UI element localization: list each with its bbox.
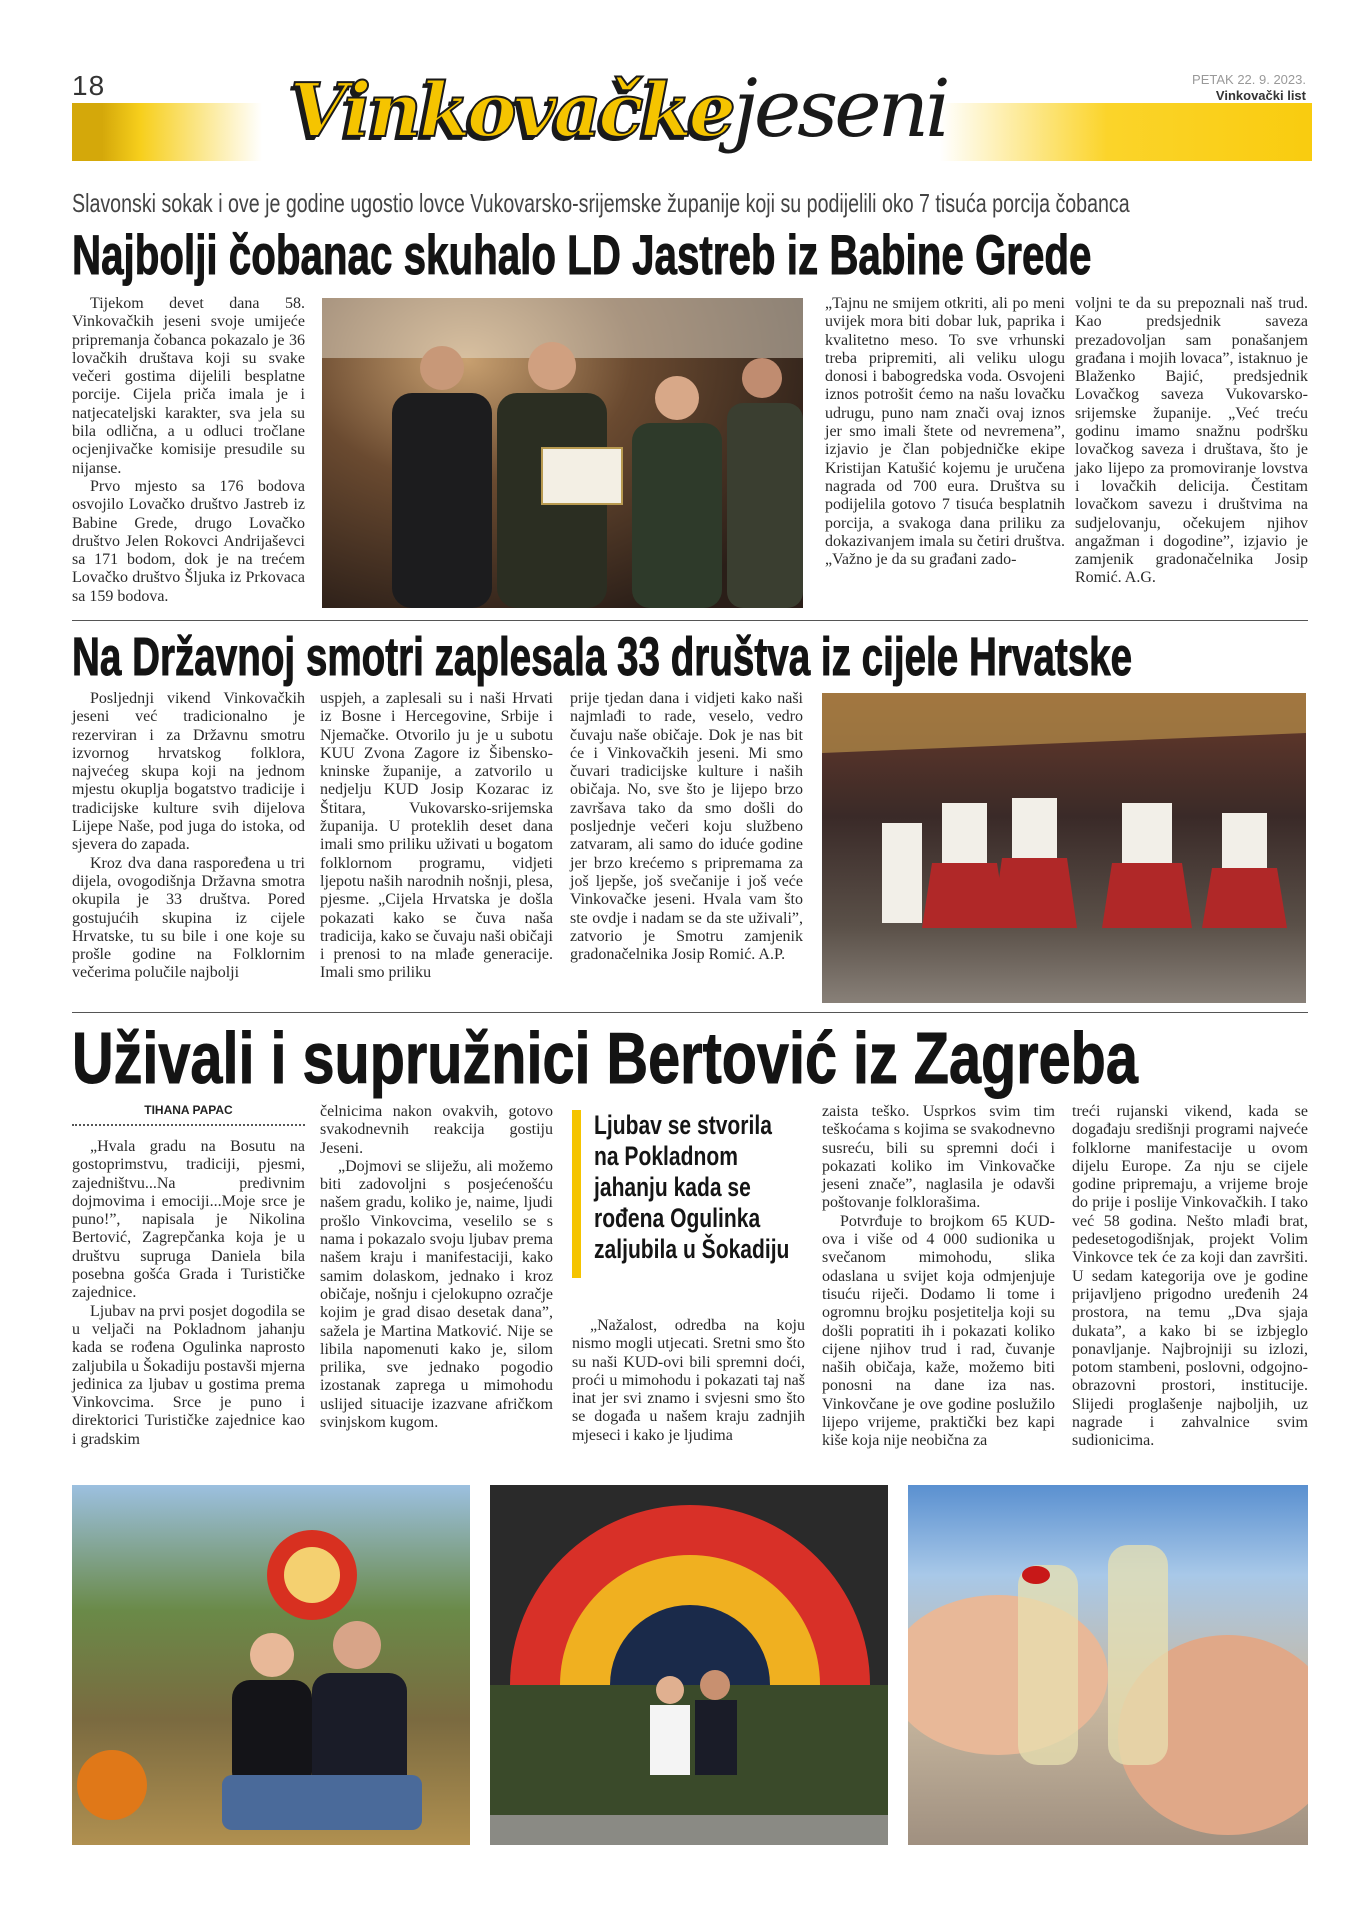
photo-couple-stage <box>490 1485 888 1845</box>
byline-divider <box>72 1124 305 1126</box>
headline-text: Najbolji čobanac skuhalo LD Jastreb iz Babine Grede <box>72 223 1092 286</box>
article3-column-1 <box>72 1138 305 1449</box>
paragraph: prije tjedan dana i vidjeti kako naši najmlađi to rade, veselo, vedro čuvaju naše običaje. Dok je nas bit će i Vinkovačkih jeseni. Mi smo čuvari tradicijske kulture i naših običaja. No, sve što je lijepo brzo završava tako da smo došli do posljednje večeri koju službeno zatvaram, ali samo do iduće godine jer brzo krećemo s pripremama za još ljepše, još svečanije i još veće Vinkovačke jeseni. Hvala vam što ste ovdje i nadam se da ste uživali”, zatvorio je Smotru zamjenik gradonačelnika Josip Romić. A.P. <box>570 690 803 964</box>
issue-date: PETAK 22. 9. 2023. <box>1192 72 1306 87</box>
paragraph: treći rujanski vikend, kada se događaju središnji programi najveće folklorne manifestacije u ovom dijelu Europe. Za nju se cijele godine pripremaju, a vrijeme broje do prije i poslije Vinkovačkih. I tako već 58 godina. Nešto mlađi brat, pedesetogodišnjak, projekt Volim Vinkovce tek će za koji dan završiti. U sedam kategorija ove je godine prijavljeno prigodno uređenih 24 prostora, na temu „Dva sjaja dukata”, a kako bi se izbjeglo ponavljanje. Najbrojniji su izlozi, potom stambeni, poslovni, odgojno-obrazovni prostori, institucije. Slijedi proglašenje najboljih, uz nagrade i zahvalnice svim sudionicima. <box>1072 1103 1308 1450</box>
paragraph: Kroz dva dana raspoređena u tri dijela, ovogodišnja Državna smotra okupila je 33 društva. Pored gostujućih skupina iz cijele Hrvatske, tu su bile i one koje su prošle godine na Folklornim večerima polučile najbolji <box>72 854 305 982</box>
paragraph: Posljednji vikend Vinkovačkih jeseni već tradicionalno je rezerviran i za Državnu smotru izvornog hrvatskog folklora, najvećeg skupa koji na jednom mjestu okuplja bogatstvo tradicije i tradicijske kulture svih dijelova Lijepe Naše, pod juga do istoka, od sjevera do zapada. <box>72 690 305 854</box>
photo-hunters-award <box>322 298 803 608</box>
couple-photo-illustration <box>72 1485 470 1845</box>
article3-column-4 <box>822 1103 1055 1451</box>
page-number: 18 <box>72 70 106 101</box>
divider <box>72 1012 1308 1013</box>
logo-word-2: jeseni <box>733 62 947 155</box>
paragraph: uspjeh, a zaplesali su i naši Hrvati iz Bosne i Hercegovine, Srbije i Njemačke. Otvorilo ju je u subotu KUU Zvona Zagore iz Šibensko-kninske županije, a zatvorilo u nedjelju KUD Josip Kozarac iz Štitara, Vukovarsko-srijemska županija. U proteklih deset dana imali smo priliku uživati u bogatom folklornom programu, vidjeti ljepotu naših narodnih nošnji, plesa, pjesme. „Cijela Hrvatska je došla pokazati kako se čuva naša tradicija, kako se čuvaju naši običaji i prenosi to na mlađe generacije. Imali smo priliku <box>320 690 553 982</box>
photo-couple-autumn-decor <box>72 1485 470 1845</box>
sidebar-title: Ljubav se stvorila na Pokladnom jahanju kada se rođena Ogulinka zaljubila u Šokadiju <box>594 1110 790 1264</box>
article3-column-3 <box>572 1317 805 1445</box>
paragraph: voljni te da su prepoznali naš trud. Kao predsjednik saveza prezadovoljan sam ponašanjem građana i mojih lovaca”, istaknuo je Blaženko Bajić, predsjednik Lovačkog saveza Vukovarsko-srijemske županije. „Već treću godinu imamo snažnu podršku lovačkog saveza i društava, što je jako lijepo za promoviranje lovstva i lovačkih delicija. Čestitam lovačkom savezu i društvima na sudjelovanju, očekujem njihov angažman i dogodine”, izjavio je zamjenik gradonačelnika Josip Romić. A.G. <box>1075 295 1308 587</box>
paragraph: zaista teško. Usprkos svim tim teškoćama s kojima se svakodnevno susreću, bili su spremni doći i pokazati koliko im Vinkovačke jeseni znače”, naglasila je odavši poštovanje folklorašima. <box>822 1103 1055 1212</box>
article1-subtitle <box>72 188 1354 219</box>
paragraph: Potvrđuje to brojkom 65 KUD-ova i više od 4 000 sudionika u svečanom mimohodu, slika odaslana u svijet koja odmjenjuje tisuću riječi. Dodamo li tome i ogromnu brojku posjetitelja koji su došli popratiti ih i pokazati koliko cijene njihov trud i rad, čuvanje naših običaja, kaže, možemo biti ponosni na dane iza nas. Vinkovčane je ove godine poslužilo lijepo vrijeme, praktički bez kapi kiše koja nije neobična za <box>822 1212 1055 1450</box>
article1-column-1 <box>72 295 305 606</box>
paragraph: Tijekom devet dana 58. Vinkovačkih jeseni svoje umijeće pripremanja čobanca pokazalo je 36 lovačkih društava koji su svake večeri gostima dijelili besplatne porcije. Cijela priča imala je i natjecateljski karakter, sva jela su bila odlična, a u odluci tročlane ocjenjivačke komisije presudile su nijanse. <box>72 295 305 477</box>
article1-column-3 <box>825 295 1065 569</box>
paper-name: Vinkovački list <box>1215 88 1306 103</box>
stage-photo-illustration <box>490 1485 888 1845</box>
photo-folklore-dancers <box>822 693 1306 1003</box>
paragraph: „Tajnu ne smijem otkriti, ali po meni uvijek mora biti dobar luk, paprika i kvalitetno meso. To sve vrhunski treba pripremiti, ali veliku ulogu donosi i babogredska voda. Osvojeni iznos potrošit ćemo na našu lovačku udrugu, puno nam znači ovaj iznos jer smo imali štete od nevremena”, izjavio je član pobjedničke ekipe Kristijan Katušić kojemu je uručena nagrada od 700 eura. Društva su podijelila gotovo 7 tisuća besplatnih porcija, a svakoga dana priliku za dokazivanjem imala su četiri društva. „Važno je da su građani zado- <box>825 295 1065 569</box>
article2-column-3 <box>570 690 803 964</box>
article2-column-1 <box>72 690 305 983</box>
section-logo <box>290 62 947 192</box>
photo-toast-glasses <box>908 1485 1308 1845</box>
header-bar-left <box>72 103 262 161</box>
article3-column-2 <box>320 1103 553 1432</box>
divider <box>72 620 1308 621</box>
hunters-photo-illustration <box>322 298 803 608</box>
paragraph: „Dojmovi se sliježu, ali možemo biti zadovoljni s posjećenošću našem gradu, koliko je, naime, ljudi prošlo Vinkovcima, veselilo se s nama i pokazalo svoju ljubav prema našem kraju i manifestaciji, kako samim dolaskom, jednako i kroz običaje, nošnju i cjelokupno ozračje kojim je grad disao desetak dana”, sažela je Martina Matković. Nije se libila napomenuti kako je, silom prilika, sve jednako pogodio izostanak zaprega u mimohodu uslijed situacije izazvane afričkom svinjskom kugom. <box>320 1157 553 1432</box>
article3-headline <box>72 1018 1354 1100</box>
paragraph: „Nažalost, odredba na koju nismo mogli utjecati. Sretni smo što su naši KUD-ovi bili spremni doći, proći u mimohodu i pokazati taj naš inat jer svi znamo i svjesni smo što se događa u našem kraju zadnjih mjeseci i kako je ljudima <box>572 1317 805 1444</box>
dancers-photo-illustration <box>822 693 1306 1003</box>
headline-text: Na Državnoj smotri zaplesala 33 društva iz cijele Hrvatske <box>72 627 1133 687</box>
toast-photo-illustration <box>908 1485 1308 1845</box>
article1-column-4 <box>1075 295 1308 588</box>
article2-column-2 <box>320 690 553 983</box>
paragraph: „Hvala gradu na Bosutu na gostoprimstvu, tradiciji, pjesmi, zajedništvu...Na predivnim dojmovima i emociji...Moje srce je puno!”, napisala je Nikolina Bertović, Zagrepčanka koja je u društvu supruga Daniela bila posebna gošća Grada i Turističke zajednice. <box>72 1138 305 1302</box>
sidebar-accent-bar <box>572 1110 581 1278</box>
subtitle-text: Slavonski sokak i ove je godine ugostio lovce Vukovarsko-srijemske županije koji su podijelili oko 7 tisuća porcija čobanca <box>72 188 1130 218</box>
paragraph: Ljubav na prvi posjet dogodila se u veljači na Pokladnom jahanju kada se rođena Ogulinka naprosto zaljubila u Šokadiju postavši mjerna jedinica za ljubav u gostima prema Vinkovcima. Srce je puno i direktorici Turističke zajednice kao i gradskim <box>72 1302 305 1448</box>
logo-word-1: Vinkovačke <box>290 68 734 154</box>
article1-headline <box>72 222 1354 287</box>
paragraph: Prvo mjesto sa 176 bodova osvojilo Lovačko društvo Jastreb iz Babine Grede, drugo Lovačko društvo Jelen Rokovci Andrijaševci sa 171 bodom, dok je na trećem Lovačko društvo Šljuka iz Prkovaca sa 159 bodova. <box>72 477 305 605</box>
header-bar-right <box>940 103 1312 161</box>
author-byline: TIHANA PAPAC <box>144 1103 233 1117</box>
sidebar-quote <box>572 1110 802 1278</box>
article2-headline <box>72 626 1354 688</box>
headline-text: Uživali i supružnici Bertović iz Zagreba <box>72 1019 1138 1099</box>
paragraph: čelnicima nakon ovakvih, gotovo svakodnevnih reakcija gostiju Jeseni. <box>320 1103 553 1157</box>
article3-column-5 <box>1072 1103 1308 1451</box>
